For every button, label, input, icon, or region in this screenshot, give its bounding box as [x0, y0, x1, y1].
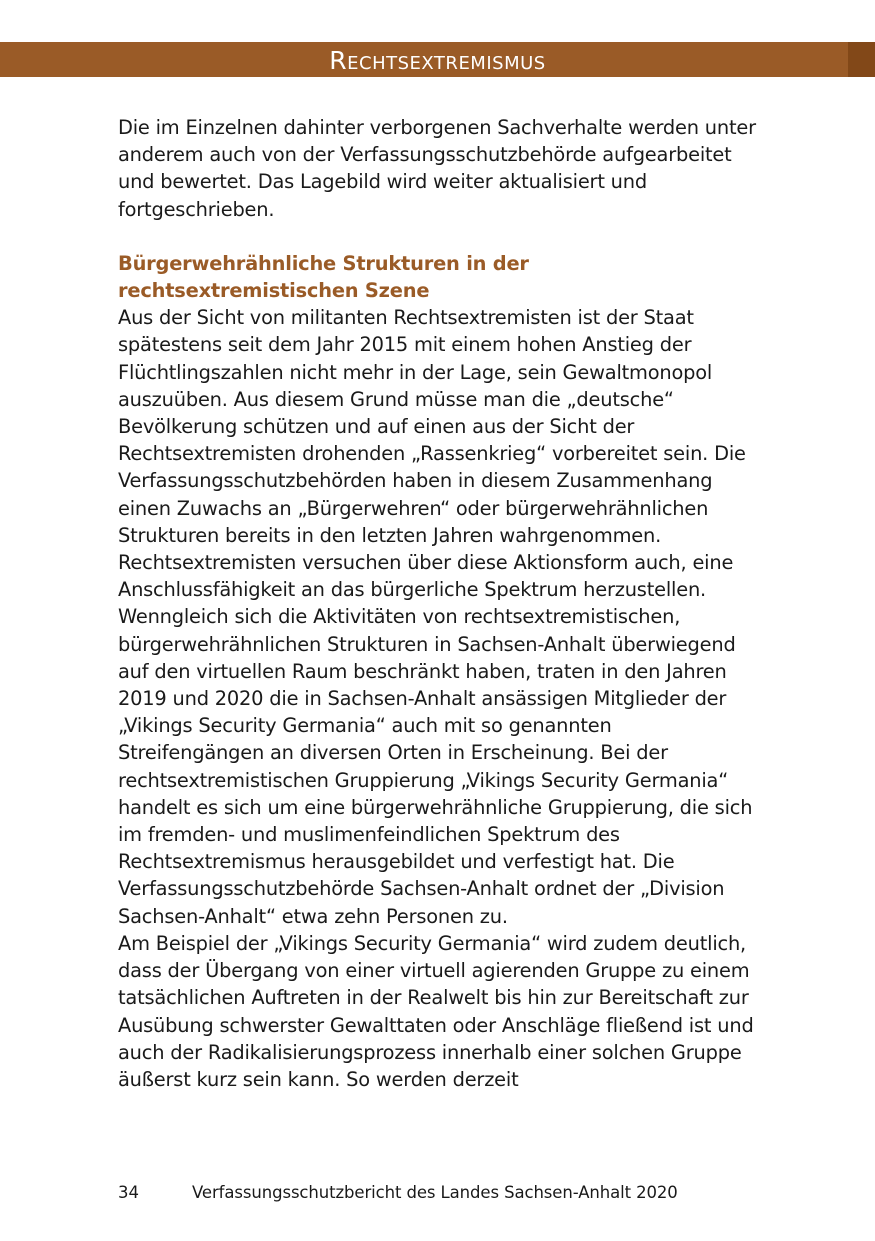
page-number: 34: [118, 1183, 139, 1202]
chapter-title: Rechtsextremismus: [329, 46, 546, 75]
page-body: [118, 114, 758, 1093]
section-heading: Bürgerwehrähnliche Strukturen in der rechtsextremistischen Szene: [118, 251, 529, 303]
intro-paragraph: Die im Einzelnen dahinter verborgenen Sachverhalte werden unter anderem auch von der Verfassungsschutzbehörde aufgearbeitet und bewertet. Das Lagebild wird weiter aktualisiert und fortgeschrieben.: [118, 116, 756, 221]
body-paragraph-1: Aus der Sicht von militanten Rechtsextremisten ist der Staat spätestens seit dem Jahr 2015 mit einem hohen Anstieg der Flüchtlingszahlen nicht mehr in der Lage, sein Gewaltmonopol auszuüben. Aus diesem Grund müsse man die „deutsche“ Bevölkerung schützen und auf einen aus der Sicht der Rechtsextremisten drohenden „Rassenkrieg“ vorbereitet sein. Die Verfassungsschutzbehörden haben in diesem Zusammenhang einen Zuwachs an „Bürgerwehren“ oder bürgerwehrähnlichen Strukturen bereits in den letzten Jahren wahrgenommen. Rechtsextremisten versuchen über diese Aktionsform auch, eine Anschlussfähigkeit an das bürgerliche Spektrum herzustellen. Wenngleich sich die Aktivitäten von rechtsextremistischen, bürgerwehrähnlichen Strukturen in Sachsen-Anhalt überwiegend auf den virtuellen Raum beschränkt haben, traten in den Jahren 2019 und 2020 die in Sachsen-Anhalt ansässigen Mitglieder der „Vikings Security Germania“ auch mit so genannten Streifengängen an diversen Orten in Erscheinung. Bei der rechtsextremistischen Gruppierung „Vikings Security Germania“ handelt es sich um eine bürgerwehrähnliche Gruppierung, die sich im fremden- und muslimenfeindlichen Spektrum des Rechtsextremismus herausgebildet und verfestigt hat. Die Verfassungsschutzbehörde Sachsen-Anhalt ordnet der „Division Sachsen-Anhalt“ etwa zehn Personen zu.: [118, 306, 753, 928]
body-paragraph-2: Am Beispiel der „Vikings Security Germania“ wird zudem deutlich, dass der Übergang von einer virtuell agierenden Gruppe zu einem tatsächlichen Auftreten in der Realwelt bis hin zur Bereitschaft zur Ausübung schwerster Gewalttaten oder Anschläge fließend ist und auch der Radikalisierungsprozess innerhalb einer solchen Gruppe äußerst kurz sein kann. So werden derzeit: [118, 931, 754, 1091]
footer-publication-title: Verfassungsschutzbericht des Landes Sachsen-Anhalt 2020: [192, 1183, 678, 1202]
